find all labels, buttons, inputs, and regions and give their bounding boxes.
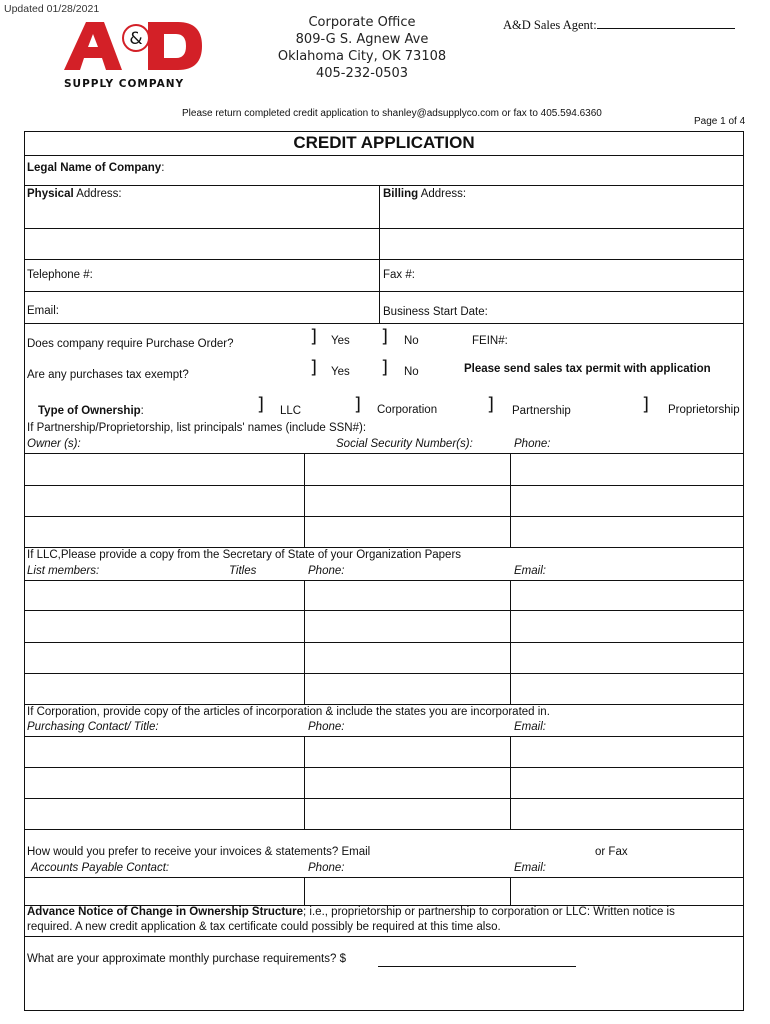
llc-checkbox[interactable]: ] (257, 394, 265, 415)
legal-name-text: Legal Name of Company (27, 162, 162, 174)
advance-notice (27, 906, 675, 918)
phone-column-header: Phone: (514, 438, 551, 450)
logo-ampersand: & (129, 29, 143, 49)
colon: : (161, 162, 165, 174)
sales-agent-input[interactable] (597, 17, 735, 29)
fax-label[interactable]: Fax #: (383, 269, 415, 281)
physical-text: Physical (27, 188, 74, 200)
llc-note: If LLC,Please provide a copy from the Secretary of State of your Organization Papers (27, 549, 462, 561)
phone-column-header: Phone: (308, 862, 345, 874)
business-start-label[interactable]: Business Start Date: (383, 306, 488, 318)
billing-text: Billing (383, 188, 419, 200)
po-no-label: No (404, 335, 419, 347)
invoice-preference-question[interactable]: How would you prefer to receive your invoices & statements? Email (27, 846, 371, 858)
corporate-office-block (262, 14, 462, 82)
corporation-checkbox[interactable]: ] (354, 394, 362, 415)
titles-header: Titles (229, 565, 257, 577)
fein-label[interactable]: FEIN#: (472, 335, 508, 347)
divider (24, 642, 744, 643)
office-line: 405-232-0503 (315, 66, 409, 81)
colon: : (140, 405, 144, 417)
office-line: Corporate Office (308, 15, 416, 30)
email-column-header: Email: (514, 565, 546, 577)
column-divider (510, 877, 511, 905)
email-column-header: Email: (514, 721, 546, 733)
tax-no-label: No (404, 366, 419, 378)
advance-notice-text: ; i.e., proprietorship or partnership to corporation or LLC: Written notice is (303, 906, 675, 918)
po-question: Does company require Purchase Order? (27, 338, 234, 350)
ssn-column-header: Social Security Number(s): (336, 438, 473, 450)
phone-column-header: Phone: (308, 721, 345, 733)
column-divider (304, 580, 305, 704)
sales-agent-label: A&D Sales Agent: (503, 18, 597, 32)
po-yes-label: Yes (331, 335, 350, 347)
legal-name-label[interactable] (27, 162, 164, 174)
address-text: Address: (73, 188, 122, 200)
divider (24, 877, 744, 878)
sales-agent-field (503, 17, 735, 33)
tax-permit-note: Please send sales tax permit with application (464, 363, 711, 375)
column-divider (510, 736, 511, 829)
divider (24, 610, 744, 611)
address-text: Address: (418, 188, 467, 200)
physical-address-label[interactable] (27, 188, 122, 200)
divider (24, 673, 744, 674)
telephone-label[interactable]: Telephone #: (27, 269, 93, 281)
proprietorship-label: Proprietorship (668, 404, 740, 416)
updated-date: Updated 01/28/2021 (4, 3, 100, 15)
llc-label: LLC (280, 405, 302, 417)
ap-contact-header: Accounts Payable Contact: (31, 862, 170, 874)
corporation-label: Corporation (377, 404, 438, 416)
partnership-note: If Partnership/Proprietorship, list principals' names (include SSN#): (27, 422, 367, 434)
column-divider (304, 736, 305, 829)
ownership-label (38, 405, 144, 417)
divider (24, 185, 744, 186)
monthly-requirements-input[interactable] (378, 966, 576, 967)
divider (24, 485, 744, 486)
partnership-checkbox[interactable]: ] (487, 394, 495, 415)
divider (24, 936, 744, 937)
divider (24, 767, 744, 768)
divider (24, 291, 744, 292)
advance-notice-line2: required. A new credit application & tax certificate could possibly be required at this time also. (27, 921, 501, 933)
divider (24, 228, 744, 229)
column-divider (510, 580, 511, 704)
form-frame (24, 131, 744, 1011)
ownership-text: Type of Ownership (38, 405, 141, 417)
divider (24, 453, 744, 454)
column-divider (304, 877, 305, 905)
proprietorship-checkbox[interactable]: ] (642, 394, 650, 415)
advance-notice-heading: Advance Notice of Change in Ownership Structure (27, 906, 304, 918)
tax-yes-checkbox[interactable]: ] (310, 357, 318, 378)
corporation-note: If Corporation, provide copy of the articles of incorporation & include the states you are incorporated in. (27, 706, 550, 718)
company-logo (60, 14, 210, 92)
email-label[interactable]: Email: (27, 305, 59, 317)
po-no-checkbox[interactable]: ] (381, 326, 389, 347)
billing-address-label[interactable] (383, 188, 466, 200)
return-instructions: Please return completed credit application to shanley@adsupplyco.com or fax to 405.594.6360 (182, 108, 602, 119)
partnership-label: Partnership (512, 405, 571, 417)
email-column-header: Email: (514, 862, 546, 874)
page-number: Page 1 of 4 (694, 116, 746, 127)
divider (24, 323, 744, 324)
list-members-header: List members: (27, 565, 100, 577)
divider (24, 547, 744, 548)
divider (24, 829, 744, 830)
purchasing-contact-header: Purchasing Contact/ Title: (27, 721, 159, 733)
logo-subtext: SUPPLY COMPANY (64, 78, 185, 90)
tax-yes-label: Yes (331, 366, 350, 378)
po-yes-checkbox[interactable]: ] (310, 326, 318, 347)
column-divider (304, 453, 305, 547)
monthly-requirements-label: What are your approximate monthly purchase requirements? $ (27, 953, 346, 965)
tax-exempt-question: Are any purchases tax exempt? (27, 369, 189, 381)
phone-column-header: Phone: (308, 565, 345, 577)
divider (24, 580, 744, 581)
form-title: CREDIT APPLICATION (293, 133, 475, 152)
tax-no-checkbox[interactable]: ] (381, 357, 389, 378)
divider (24, 259, 744, 260)
divider (24, 155, 744, 156)
divider (24, 736, 744, 737)
divider (24, 704, 744, 705)
divider (24, 516, 744, 517)
office-line: Oklahoma City, OK 73108 (277, 49, 447, 64)
owner-column-header: Owner (s): (27, 438, 81, 450)
column-divider (379, 185, 380, 323)
column-divider (510, 453, 511, 547)
or-fax-option[interactable]: or Fax (595, 846, 628, 858)
office-line: 809-G S. Agnew Ave (295, 32, 429, 47)
divider (24, 798, 744, 799)
